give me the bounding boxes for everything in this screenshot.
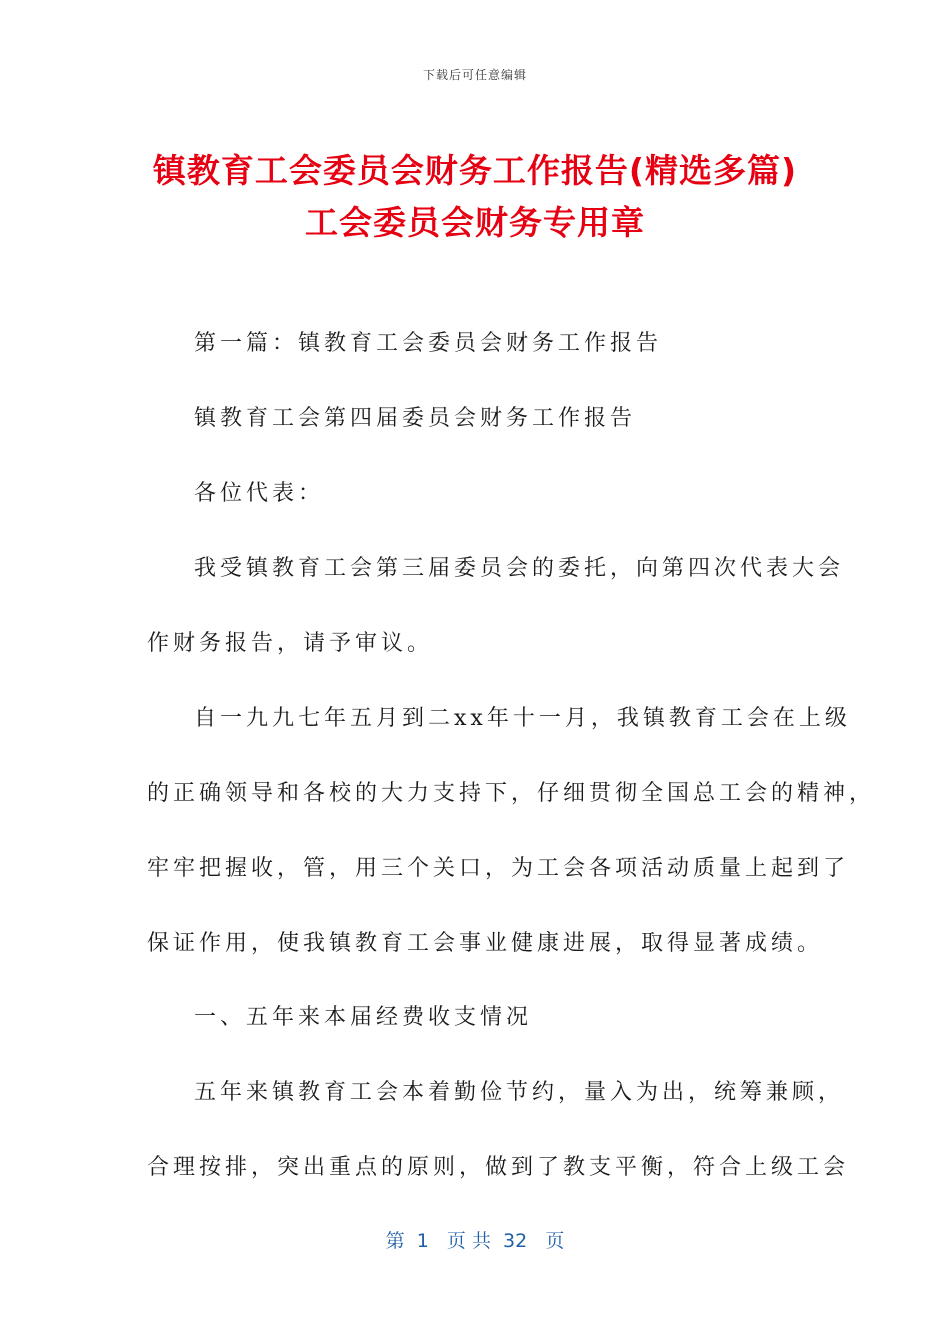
document-title-line-2: 工会委员会财务专用章 [305,203,645,242]
section-heading: 第一篇：镇教育工会委员会财务工作报告 [194,331,663,356]
header-note: 下载后可任意编辑 [422,68,527,82]
paragraph-line: 牢牢把握收，管，用三个关口，为工会各项活动质量上起到了 [147,856,850,881]
paragraph-line: 五年来镇教育工会本着勤俭节约，量入为出，统筹兼顾， [194,1080,845,1105]
salutation: 各位代表： [194,481,325,506]
paragraph-line: 自一九九七年五月到二xx年十一月，我镇教育工会在上级 [194,706,851,731]
report-subtitle: 镇教育工会第四届委员会财务工作报告 [194,406,637,431]
section-heading: 一、五年来本届经费收支情况 [194,1005,533,1030]
document-title-line-1: 镇教育工会委员会财务工作报告(精选多篇) [152,151,798,190]
paragraph-line: 保证作用，使我镇教育工会事业健康进展，取得显著成绩。 [147,931,824,956]
page-number-footer: 第 1 页 共 32 页 [385,1230,565,1252]
paragraph-line: 作财务报告，请予审议。 [147,631,434,656]
paragraph-line: 的正确领导和各校的大力支持下，仔细贯彻全国总工会的精神， [147,781,876,806]
paragraph-line: 我受镇教育工会第三届委员会的委托，向第四次代表大会 [194,556,845,581]
paragraph-line: 合理按排，突出重点的原则，做到了教支平衡，符合上级工会 [147,1155,850,1180]
